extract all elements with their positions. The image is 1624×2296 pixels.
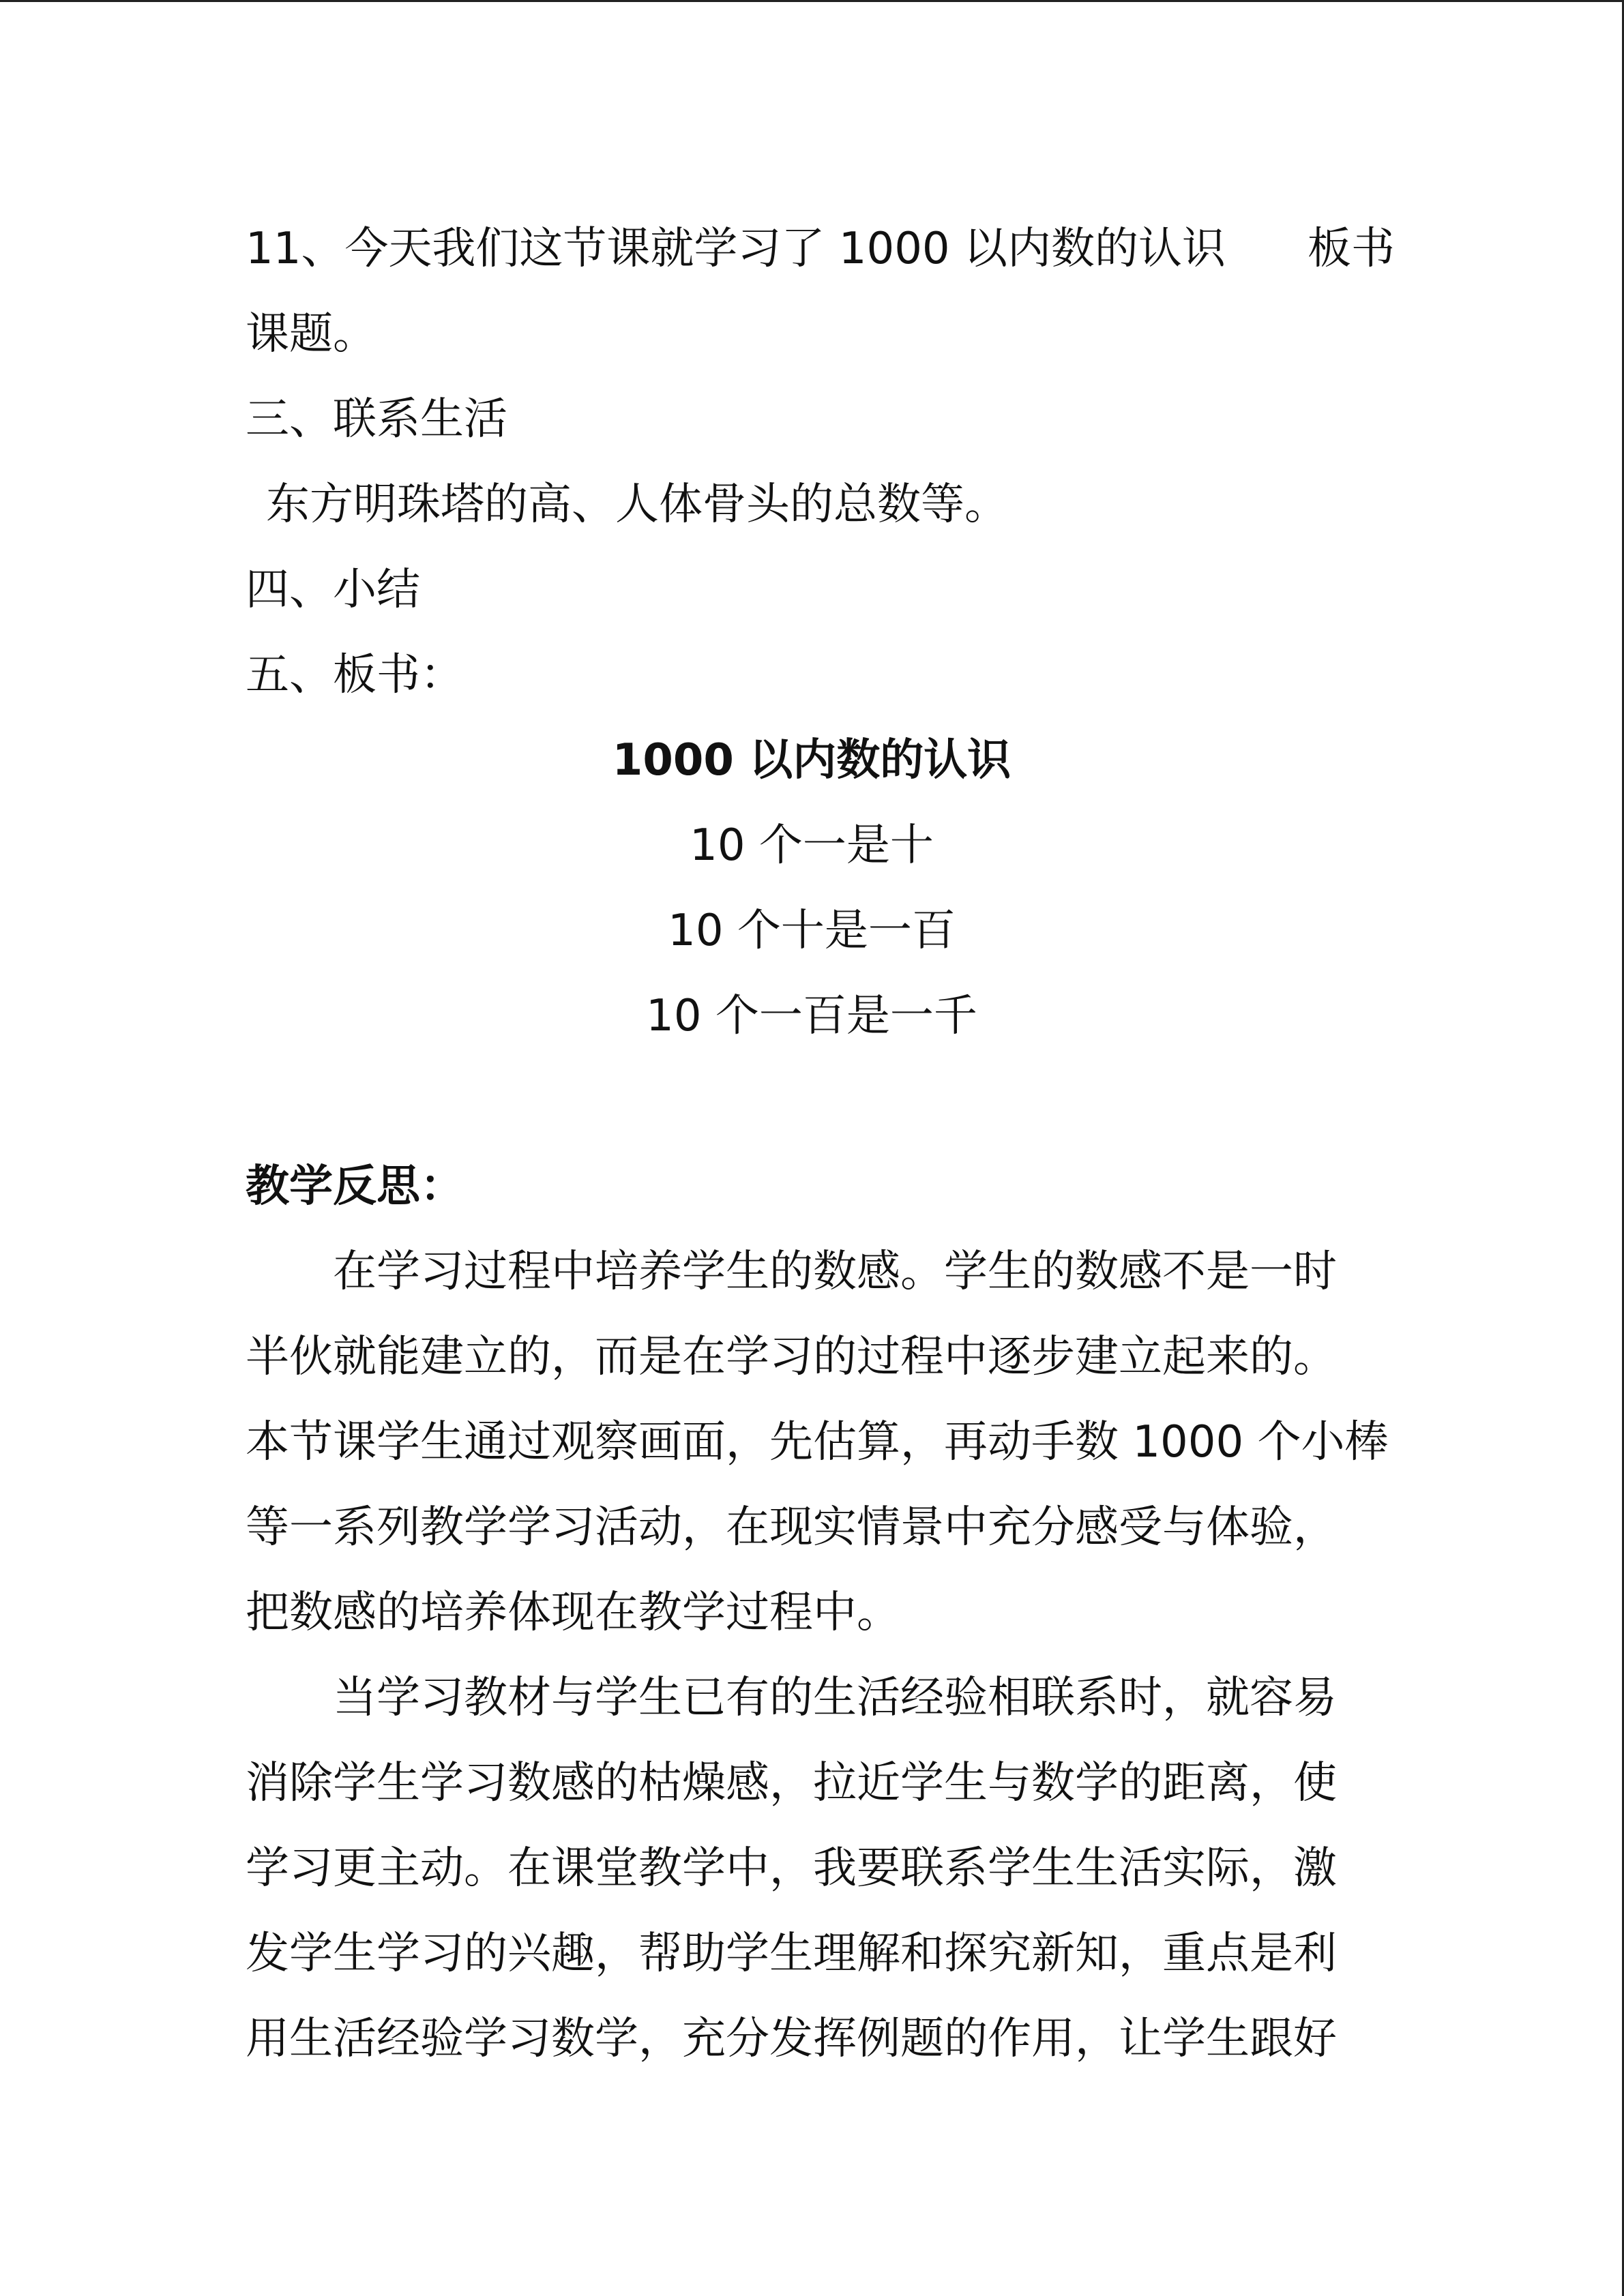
- blackboard-line-3: 10 个一百是一千: [646, 991, 977, 1041]
- lesson-step-11: [246, 207, 1395, 292]
- section-5-heading: 五、板书：: [246, 650, 464, 700]
- reflection-line: 消除学生学习数感的枯燥感，拉近学生与数学的距离，使: [246, 1758, 1337, 1808]
- page-content: [246, 207, 1395, 2082]
- blackboard-line-2: 10 个十是一百: [668, 906, 956, 956]
- reflection-heading: 教学反思：: [246, 1161, 464, 1212]
- section-3-heading: 三、联系生活: [246, 394, 507, 445]
- reflection-line: 当学习教材与学生已有的生活经验相联系时，就容易: [333, 1673, 1337, 1723]
- spacer: [246, 1059, 1378, 1144]
- step-11-continuation: 课题。: [246, 309, 377, 359]
- reflection-line: 用生活经验学习数学，充分发挥例题的作用，让学生跟好: [246, 2014, 1337, 2064]
- reflection-line: 半伙就能建立的，而是在学习的过程中逐步建立起来的。: [246, 1332, 1337, 1382]
- reflection-line: 等一系列教学学习活动，在现实情景中充分感受与体验，: [246, 1502, 1337, 1553]
- blackboard-title: 1000 以内数的认识: [612, 735, 1012, 786]
- reflection-line: 在学习过程中培养学生的数感。学生的数感不是一时: [333, 1247, 1337, 1297]
- reflection-line: 本节课学生通过观察画面，先估算，再动手数 1000 个小棒: [246, 1417, 1389, 1467]
- step-11-board-label: 板书: [1308, 224, 1395, 274]
- reflection-line: 学习更主动。在课堂教学中，我要联系学生生活实际，激: [246, 1843, 1337, 1894]
- section-3-body: 东方明珠塔的高、人体骨头的总数等。: [266, 479, 1008, 530]
- reflection-line: 发学生学习的兴趣，帮助学生理解和探究新知，重点是利: [246, 1928, 1337, 1979]
- blackboard-line-1: 10 个一是十: [690, 820, 934, 871]
- section-4-heading: 四、小结: [246, 565, 420, 615]
- reflection-line: 把数感的培养体现在教学过程中。: [246, 1587, 900, 1638]
- step-11-text: 11、今天我们这节课就学习了 1000 以内数的认识: [246, 224, 1226, 274]
